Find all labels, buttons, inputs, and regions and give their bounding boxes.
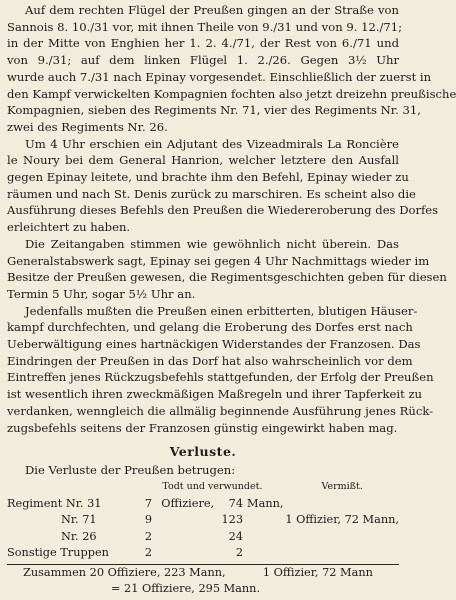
row-men-unit — [243, 529, 285, 546]
text-line: le Noury bei dem General Hanrion, welcher letztere den Ausfall — [7, 153, 399, 168]
text-line: Kompagnien, sieben des Regiments Nr. 71, vier des Regiments Nr. 31, — [7, 103, 421, 118]
row-missing — [285, 496, 399, 513]
row-officers: 9 — [144, 513, 152, 527]
text-line: Auf dem rechten Flügel der Preußen gingen an der Straße von — [25, 3, 399, 17]
row-men-unit — [243, 545, 285, 562]
row-officers: 7 — [144, 496, 152, 510]
text-line: zugsbefehls seitens der Franzosen günstig eingewirkt haben mag. — [7, 420, 398, 435]
paragraph — [7, 303, 434, 437]
column-header-missing: Vermißt. — [321, 481, 363, 493]
text-line: Ausführung dieses Befehls den Preußen die Wiedereroberung des Dorfes — [7, 203, 439, 218]
text-line: räumen und nach St. Denis zurück zu marschiren. Es scheint also die — [7, 186, 416, 201]
text-line: Eindringen der Preußen in das Dorf hat also wahrscheinlich vor dem — [7, 353, 413, 368]
losses-row — [7, 512, 399, 529]
text-line: erleichtert zu haben. — [7, 220, 131, 235]
row-label: Nr. 71 — [61, 513, 97, 527]
total-dead-wounded: Zusammen 20 Offiziere, 223 Mann, — [23, 565, 226, 579]
row-officers: 2 — [144, 529, 152, 543]
text-line: Um 4 Uhr erschien ein Adjutant des Vizeadmirals La Roncière — [25, 136, 399, 151]
row-label: Nr. 26 — [61, 529, 97, 543]
grand-total: = 21 Offiziere, 295 Mann. — [111, 582, 261, 596]
losses-row — [7, 545, 399, 562]
row-officers-unit — [157, 512, 214, 529]
text-line: den Kampf verwickelten Kompagnien fochten also jetzt dreizehn preußische — [7, 86, 456, 101]
text-line: von 9./31; auf dem linken Flügel 1. 2./26. Gegen 3½ Uhr — [7, 53, 399, 68]
text-line: zwei des Regiments Nr. 26. — [7, 119, 168, 134]
row-men: 24 — [228, 529, 244, 543]
text-line: Besitze der Preußen gewesen, die Regimentsgeschichten geben für diesen — [7, 270, 447, 285]
paragraph — [7, 236, 447, 303]
losses-row — [7, 496, 399, 513]
body-text — [7, 2, 456, 436]
text-line: Jedenfalls mußten die Preußen einen erbitterten, blutigen Häuser- — [25, 303, 418, 318]
text-line: verdanken, wenngleich die allmälig beginnende Ausführung jenes Rück- — [7, 403, 434, 418]
row-missing — [285, 545, 399, 562]
losses-heading: Verluste. — [169, 444, 237, 460]
paragraph — [7, 2, 456, 136]
row-men: 2 — [235, 546, 244, 560]
text-line: gegen Epinay leitete, und brachte ihm den Befehl, Epinay wieder zu — [7, 170, 409, 185]
row-officers: 2 — [144, 546, 152, 560]
text-line: in der Mitte von Enghien her 1. 2. 4./71, der Rest von 6./71 und — [7, 36, 399, 51]
row-officers-unit — [157, 529, 214, 546]
text-line: Ueberwältigung eines hartnäckigen Widerstandes der Franzosen. Das — [7, 337, 421, 352]
row-men-unit — [243, 512, 285, 529]
paragraph — [7, 136, 439, 236]
total-missing: 1 Offizier, 72 Mann — [262, 565, 373, 579]
row-men: 123 — [221, 513, 244, 527]
row-missing: 1 Offizier, 72 Mann, — [285, 513, 399, 527]
row-men-unit: Mann, — [247, 496, 284, 510]
row-missing — [285, 529, 399, 546]
text-line: Eintreffen jenes Rückzugsbefehls stattgefunden, der Erfolg der Preußen — [7, 370, 434, 385]
row-officers-unit — [157, 545, 214, 562]
text-line: Sannois 8. 10./31 vor, mit ihnen Theile von 9./31 und von 9. 12./71; — [7, 19, 403, 34]
text-line: ist wesentlich ihren zweckmäßigen Maßregeln und ihrer Tapferkeit zu — [7, 387, 423, 402]
text-line: Termin 5 Uhr, sogar 5½ Uhr an. — [7, 286, 196, 301]
row-label: Regiment Nr. 31 — [7, 496, 102, 510]
losses-column-header-row — [7, 479, 399, 496]
total-line — [7, 565, 399, 582]
text-line: Generalstabswerk sagt, Epinay sei gegen 4 Uhr Nachmittags wieder im — [7, 253, 430, 268]
losses-row — [7, 529, 399, 546]
losses-table — [7, 479, 399, 562]
row-men: 74 — [228, 496, 244, 510]
column-header-dead-wounded: Todt und verwundet. — [162, 481, 263, 493]
row-label: Sonstige Truppen — [7, 546, 109, 560]
text-line: kampf durchfechten, und gelang die Eroberung des Dorfes erst nach — [7, 320, 413, 335]
losses-intro: Die Verluste der Preußen betrugen: — [25, 463, 236, 478]
row-officers-unit: Offiziere, — [161, 496, 215, 510]
text-line: Die Zeitangaben stimmen wie gewöhnlich nicht überein. Das — [25, 236, 399, 251]
text-line: wurde auch 7./31 nach Epinay vorgesendet. Einschließlich der zuerst in — [7, 69, 432, 84]
